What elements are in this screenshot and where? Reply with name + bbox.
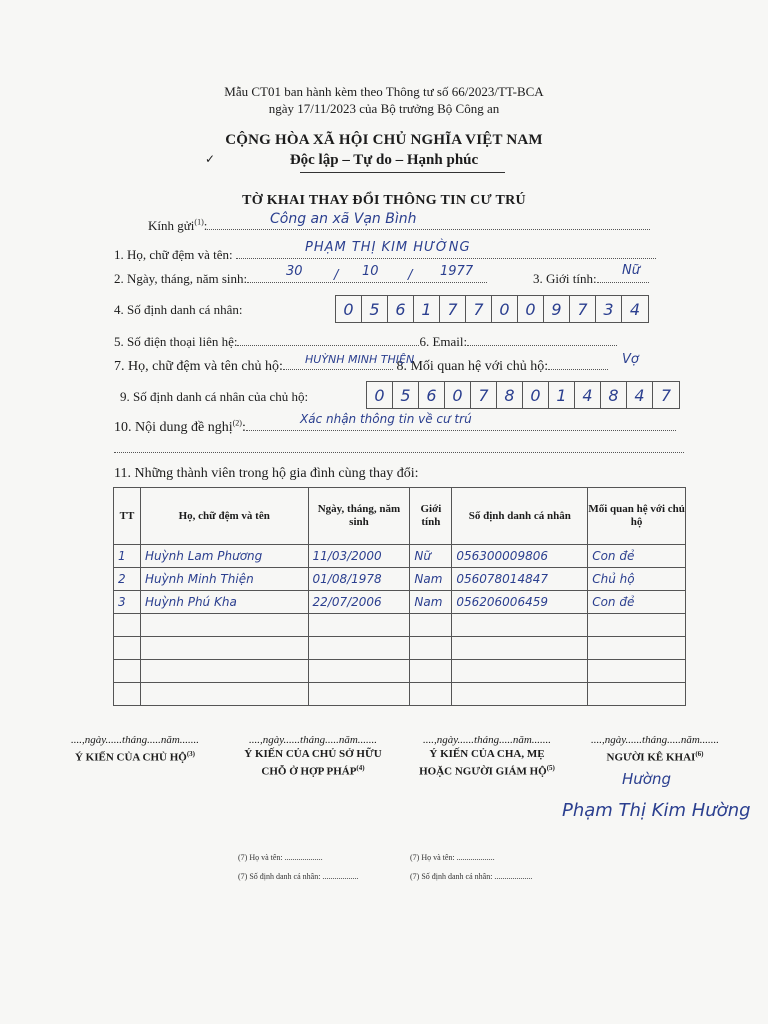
cell-index [114,683,141,706]
cell-gender [410,660,452,683]
parent-opinion-date: ....,ngày......tháng.....năm....... [422,734,552,746]
head-opinion-title: Ý KIẾN CỦA CHỦ HỘ [74,751,187,764]
declarant-fullname: Phạm Thị Kim Hường [562,800,751,821]
cell-id: 056206006459 [452,591,588,614]
cell-name [140,614,308,637]
cell-name [140,660,308,683]
dob-label: 2. Ngày, tháng, năm sinh: [114,271,248,286]
table-row [114,683,686,706]
personal-id-digit: 3 [596,296,622,322]
dob-separator-2: / [408,268,413,283]
footnote-id-b: (7) Số định danh cá nhân: ................... [410,872,533,881]
cell-gender [410,683,452,706]
parent-opinion-sup: (5) [546,764,555,772]
relation-value: Vợ [622,352,639,367]
stray-mark: ✓ [205,152,216,166]
cell-dob [308,683,410,706]
dob-month: 10 [362,264,379,279]
form-template-date: ngày 17/11/2023 của Bộ trưởng Bộ Công an [268,101,500,116]
cell-relation: Con đẻ [588,545,686,568]
phone-email-line [114,333,617,350]
parent-opinion-title-2: HOẶC NGƯỜI GIÁM HỘ [419,765,547,778]
declarant-signature: Hường [622,770,671,788]
cell-dob [308,660,410,683]
cell-dob: 11/03/2000 [308,545,410,568]
cell-index [114,660,141,683]
cell-index: 1 [114,545,141,568]
phone-label: 5. Số điện thoại liên hệ: [114,334,238,349]
cell-dob [308,614,410,637]
table-row [114,637,686,660]
request-line: 10. Nội dung đề nghị$^{(2)}$: [114,418,676,436]
col-header-index: TT [114,488,141,545]
owner-opinion-block [228,733,398,779]
personal-id-digit: 0 [518,296,544,322]
cell-relation [588,637,686,660]
footnote-name-a: (7) Họ và tên: ................... [238,853,323,862]
footnote-id-a: (7) Số định danh cá nhân: .................. [238,872,359,881]
name-value: PHẠM THỊ KIM HƯỜNG [305,240,471,255]
cell-name: Huỳnh Lam Phương [140,545,308,568]
col-header-dob: Ngày, tháng, năm sinh [308,488,410,545]
cell-id [452,660,588,683]
request-footnote-ref: (2) [232,418,242,428]
cell-gender [410,614,452,637]
head-id-digit: 8 [601,382,627,408]
cell-relation [588,614,686,637]
col-header-gender: Giới tính [410,488,452,545]
cell-name [140,683,308,706]
owner-opinion-title-2: CHỖ Ở HỢP PHÁP [261,765,357,778]
owner-opinion-sup: (4) [356,764,365,772]
cell-relation [588,683,686,706]
personal-id-digit: 6 [388,296,414,322]
head-opinion-date: ....,ngày......tháng.....năm....... [70,734,200,746]
owner-opinion-title-1: Ý KIẾN CỦA CHỦ SỞ HỮU [244,748,382,760]
head-id-digit: 7 [660,385,672,405]
relation-dots [548,357,608,370]
cell-gender: Nữ [410,545,452,568]
request-label: 10. Nội dung đề nghị [114,420,233,435]
cell-dob [308,637,410,660]
cell-id: 056300009806 [452,545,588,568]
cell-id: 056078014847 [452,568,588,591]
parent-opinion-block [402,733,572,779]
parent-opinion-title-1: Ý KIẾN CỦA CHA, MẸ [429,748,545,760]
dob-separator-1: / [334,268,339,283]
email-dots [467,333,617,346]
cell-name: Huỳnh Phú Kha [140,591,308,614]
head-id-digit: 6 [419,382,445,408]
national-motto: Độc lập – Tự do – Hạnh phúc [289,152,479,168]
declarant-title: NGƯỜI KÊ KHAI [606,751,696,764]
head-id-digit: 7 [471,382,497,408]
owner-opinion-date: ....,ngày......tháng.....năm....... [248,734,378,746]
head-id-digit: 4 [575,382,601,408]
cell-index: 3 [114,591,141,614]
col-header-relation: Mối quan hệ với chủ hộ [588,488,686,545]
members-table-header [114,488,686,545]
request-line-2 [114,440,684,457]
col-header-name: Họ, chữ đệm và tên [140,488,308,545]
declarant-block [570,733,740,765]
gender-value: Nữ [622,263,640,278]
request-dots-2 [114,440,684,453]
col-header-id: Số định danh cá nhân [452,488,588,545]
gender-label: 3. Giới tính: [533,271,597,286]
head-id-digit: 5 [393,382,419,408]
table-row [114,614,686,637]
cell-gender: Nam [410,591,452,614]
cell-dob: 01/08/1978 [308,568,410,591]
cell-name [140,637,308,660]
head-name-label: 7. Họ, chữ đệm và tên chủ hộ: [114,359,283,374]
table-row [114,591,686,614]
form-template-note: Mẫu CT01 ban hành kèm theo Thông tư số 66/2023/TT-BCA [224,84,544,99]
head-id-digit: 0 [445,382,471,408]
cell-relation: Chủ hộ [588,568,686,591]
table-row [114,545,686,568]
name-label: 1. Họ, chữ đệm và tên: [114,247,233,262]
head-id-label: 9. Số định danh cá nhân của chủ hộ: [120,389,309,404]
declarant-sup: (6) [695,750,704,758]
personal-id-digit: 7 [570,296,596,322]
table-row [114,660,686,683]
personal-id-digit: 7 [466,296,492,322]
cell-index [114,637,141,660]
head-id-digit: 8 [497,382,523,408]
cell-relation [588,660,686,683]
head-id-digit: 0 [367,382,393,408]
head-id-digit: 0 [523,382,549,408]
dob-year: 1977 [440,264,474,279]
personal-id-boxes [335,295,649,323]
personal-id-digit: 0 [336,296,362,322]
cell-id [452,683,588,706]
personal-id-digit: 0 [492,296,518,322]
head-opinion-sup: (3) [186,750,195,758]
dob-day: 30 [286,264,303,279]
head-id-boxes [366,381,680,409]
republic-title: CỘNG HÒA XÃ HỘI CHỦ NGHĨA VIỆT NAM [225,132,543,148]
form-title: TỜ KHAI THAY ĐỔI THÔNG TIN CƯ TRÚ [242,193,526,208]
cell-id [452,614,588,637]
cell-gender: Nam [410,568,452,591]
personal-id-digit: 1 [414,296,440,322]
relation-label: 8. Mối quan hệ với chủ hộ: [396,359,549,374]
head-name-value: HUỲNH MINH THIỆN [305,353,415,366]
cell-id [452,637,588,660]
motto-underline [300,172,505,173]
cell-index: 2 [114,568,141,591]
cell-relation: Con đẻ [588,591,686,614]
declarant-date: ....,ngày......tháng.....năm....... [590,734,720,746]
head-id-digit: 1 [549,382,575,408]
head-opinion-block [50,733,220,765]
recipient-line: Kính gửi$^{(1)}$: [148,217,650,234]
phone-dots [237,333,419,346]
personal-id-digit: 4 [629,299,641,319]
members-table [113,487,686,706]
cell-name: Huỳnh Minh Thiện [140,568,308,591]
personal-id-digit: 7 [440,296,466,322]
personal-id-digit: 9 [544,296,570,322]
id-label: 4. Số định danh cá nhân: [114,302,243,317]
table-row [114,568,686,591]
personal-id-digit: 5 [362,296,388,322]
cell-gender [410,637,452,660]
footnote-name-b: (7) Họ và tên: ................... [410,853,495,862]
request-value: Xác nhận thông tin về cư trú [300,412,472,426]
cell-dob: 22/07/2006 [308,591,410,614]
recipient-footnote-ref: (1) [194,217,204,227]
cell-index [114,614,141,637]
recipient-value: Công an xã Vạn Bình [270,211,417,227]
members-label: 11. Những thành viên trong hộ gia đình cùng thay đổi: [114,466,419,481]
head-id-digit: 4 [627,382,653,408]
recipient-label: Kính gửi [148,218,195,233]
email-label: 6. Email: [419,334,468,349]
